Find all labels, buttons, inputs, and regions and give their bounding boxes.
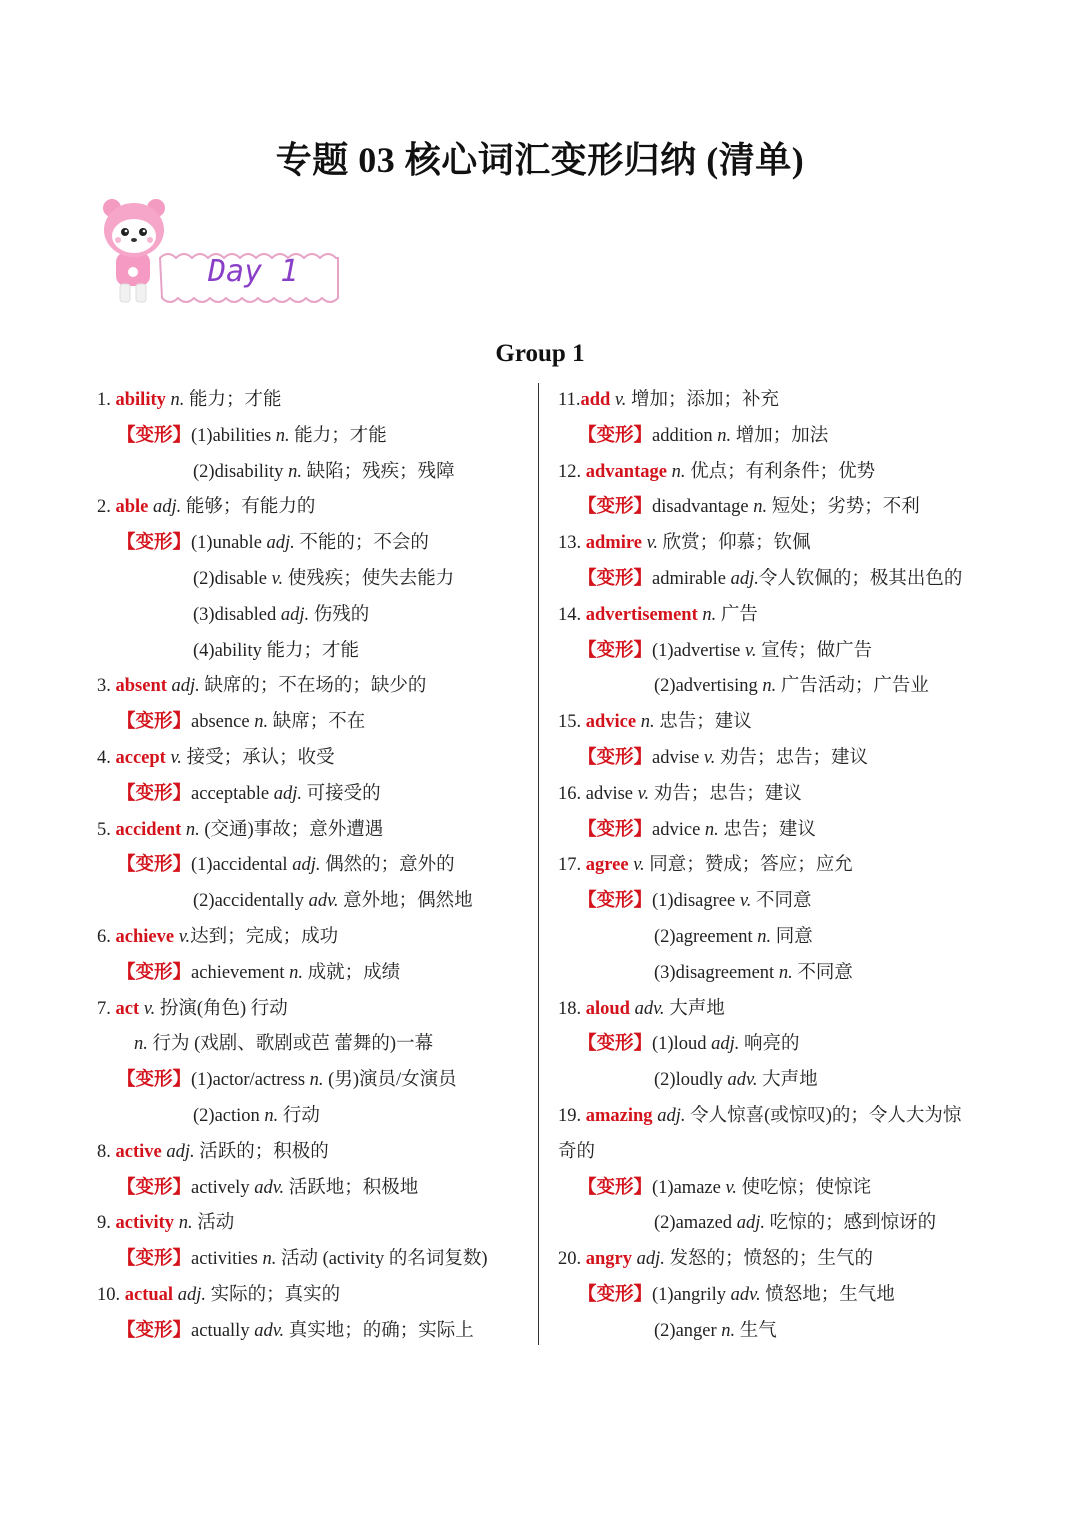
part-of-speech: adj.: [287, 855, 321, 876]
vocab-entry: [97, 669, 527, 705]
part-of-speech: v.: [641, 533, 659, 554]
vocab-entry: [97, 490, 527, 526]
entry-number: 16.: [558, 783, 586, 804]
left-column: [97, 383, 527, 1350]
variant-word: advise: [652, 747, 700, 768]
variant-word: (1)amaze: [652, 1177, 721, 1198]
headword: act: [115, 998, 140, 1019]
entry-number: 1.: [97, 390, 116, 410]
part-of-speech: n.: [249, 712, 269, 733]
variant-word: (2)accidentally: [193, 891, 304, 912]
variant-word: (1)actor/actress: [191, 1070, 306, 1091]
meaning: 能力；才能: [261, 640, 359, 661]
headword: accept: [115, 747, 166, 768]
part-of-speech: adj.: [261, 533, 295, 554]
headword: aloud: [585, 998, 630, 1019]
headword: advise: [585, 783, 634, 804]
headword: absent: [115, 676, 167, 697]
headword: activity: [115, 1213, 175, 1234]
headword: advantage: [585, 461, 667, 482]
vocab-entry: [558, 383, 988, 419]
meaning: 令人钦佩的；极其出色的: [758, 568, 963, 589]
meaning: 劝告；忠告；建议: [715, 747, 869, 768]
variant-word: actually: [191, 1320, 250, 1341]
part-of-speech: v.: [165, 747, 182, 768]
meaning: 活动 (activity 的名词复数): [276, 1249, 488, 1270]
variant-line: [97, 777, 527, 813]
column-divider: [538, 383, 539, 1345]
vocab-entry: [97, 813, 527, 849]
variant-line: [558, 562, 988, 598]
meaning: 实际的；真实的: [205, 1284, 341, 1305]
part-of-speech: v.: [628, 855, 645, 876]
variant-word: (2)anger: [654, 1320, 717, 1341]
part-of-speech: adj.: [725, 568, 759, 589]
part-of-speech: adj.: [652, 1105, 686, 1126]
variant-line: [97, 848, 527, 884]
part-of-speech: n.: [259, 1105, 279, 1126]
vocab-entry: [558, 1242, 988, 1278]
meaning: 活动: [192, 1213, 235, 1234]
meaning: 使吃惊；使惊诧: [736, 1177, 872, 1198]
variant-line: [97, 1242, 527, 1278]
meaning: 广告: [716, 604, 758, 625]
variant-tag: 【变形】: [117, 1177, 192, 1198]
vocab-entry: [97, 1135, 527, 1171]
meaning: 缺陷；残疾；残障: [301, 461, 455, 482]
variant-word: (2)disable: [193, 568, 267, 589]
meaning: 大声地: [757, 1070, 818, 1091]
variant-line: [97, 1314, 527, 1350]
headword: accident: [115, 819, 182, 840]
meaning: 意外地；偶然地: [338, 891, 473, 912]
headword: advice: [585, 712, 637, 733]
variant-line: [97, 884, 527, 920]
meaning: 生气: [735, 1320, 777, 1341]
meaning: 成就；成绩: [303, 962, 401, 983]
part-of-speech: n.: [716, 1320, 736, 1341]
variant-tag: 【变形】: [578, 425, 653, 446]
part-of-speech: n.: [305, 1070, 324, 1091]
variant-tag: 【变形】: [117, 533, 192, 554]
variant-word: disadvantage: [652, 497, 749, 518]
entry-continuation: [558, 1135, 988, 1171]
meaning: 能力；才能: [289, 425, 387, 446]
variant-tag: 【变形】: [578, 640, 653, 661]
vocab-entry: [558, 526, 988, 562]
headword: achieve: [115, 926, 175, 947]
part-of-speech: adj.: [161, 1141, 195, 1162]
variant-word: (3)disagreement: [654, 962, 775, 983]
variant-line: [97, 598, 527, 634]
part-of-speech: v.: [633, 783, 650, 804]
variant-word: (2)agreement: [654, 926, 753, 947]
vocab-entry: [558, 598, 988, 634]
meaning: 可接受的: [301, 783, 381, 804]
variant-word: (2)amazed: [654, 1213, 733, 1234]
part-of-speech: adv.: [629, 998, 665, 1019]
variant-line: [558, 634, 988, 670]
variant-word: (1)disagree: [652, 891, 736, 912]
part-of-speech: n.: [697, 604, 717, 625]
part-of-speech: n.: [165, 390, 185, 410]
part-of-speech: n.: [774, 962, 793, 983]
variant-tag: 【变形】: [578, 1284, 653, 1305]
meaning: 达到；完成；成功: [190, 926, 339, 947]
meaning: 活跃地；积极地: [284, 1177, 419, 1198]
part-of-speech: n.: [284, 962, 303, 983]
part-of-speech: adj.: [632, 1249, 665, 1270]
variant-line: [97, 956, 527, 992]
variant-word: (2)advertising: [654, 676, 758, 697]
entry-number: 17.: [558, 855, 586, 876]
variant-line: [558, 1063, 988, 1099]
vocab-entry: [558, 455, 988, 491]
meaning: 广告活动；广告业: [776, 676, 929, 697]
part-of-speech: adj.: [706, 1034, 740, 1055]
variant-tag: 【变形】: [578, 568, 653, 589]
entry-continuation: [97, 1027, 527, 1063]
meaning: 短处；劣势；不利: [767, 497, 920, 518]
entry-number: 6.: [97, 926, 116, 947]
part-of-speech: n.: [712, 425, 732, 446]
meaning: 同意: [771, 926, 813, 947]
part-of-speech: adv.: [722, 1070, 758, 1091]
meaning: 大声地: [664, 998, 725, 1019]
meaning: 劝告；忠告；建议: [649, 783, 802, 804]
meaning: 响亮的: [739, 1034, 800, 1055]
vocab-entry: [558, 992, 988, 1028]
variant-word: activities: [191, 1249, 258, 1270]
variant-line: [558, 920, 988, 956]
part-of-speech: adv.: [249, 1320, 285, 1341]
headword: add: [580, 390, 611, 410]
entry-number: 2.: [97, 497, 116, 518]
part-of-speech: adv.: [249, 1177, 285, 1198]
vocab-entry: [97, 992, 527, 1028]
headword: angry: [585, 1249, 632, 1270]
variant-tag: 【变形】: [117, 1320, 192, 1341]
vocab-entry: [97, 383, 527, 419]
variant-word: acceptable: [191, 783, 270, 804]
meaning: 接受；承认；收受: [181, 747, 335, 768]
meaning: 忠告；建议: [654, 712, 752, 733]
variant-line: [97, 1171, 527, 1207]
meaning: 行动: [278, 1105, 320, 1126]
meaning: 发怒的；愤怒的；生气的: [664, 1249, 874, 1270]
variant-tag: 【变形】: [117, 1249, 192, 1270]
day-label: Day 1: [208, 254, 299, 289]
variant-word: (3)disabled: [193, 604, 277, 625]
meaning: 忠告；建议: [718, 819, 816, 840]
meaning: 奇的: [558, 1141, 596, 1162]
meaning: 愤怒地；生气地: [760, 1284, 895, 1305]
meaning: 不同意: [792, 962, 853, 983]
part-of-speech: v.: [699, 747, 716, 768]
variant-word: addition: [652, 425, 713, 446]
part-of-speech: adj.: [276, 604, 310, 625]
group-title: Group 1: [495, 340, 585, 367]
meaning: 行为 (戏剧、歌剧或芭 蕾舞的)一幕: [147, 1034, 434, 1055]
meaning: 不能的；不会的: [294, 533, 429, 554]
variant-tag: 【变形】: [117, 425, 192, 446]
part-of-speech: adj.: [269, 783, 302, 804]
meaning: 活跃的；积极的: [194, 1141, 329, 1162]
variant-line: [558, 1278, 988, 1314]
meaning: 伤残的: [309, 604, 370, 625]
entry-number: 13.: [558, 533, 586, 554]
variant-tag: 【变形】: [117, 1070, 192, 1091]
meaning: 真实地；的确；实际上: [284, 1320, 474, 1341]
variant-line: [558, 884, 988, 920]
variant-tag: 【变形】: [117, 962, 192, 983]
part-of-speech: n.: [283, 461, 302, 482]
variant-word: (2)disability: [193, 461, 284, 482]
variant-tag: 【变形】: [578, 1177, 653, 1198]
meaning: 优点；有利条件；优势: [685, 461, 876, 482]
variant-line: [558, 419, 988, 455]
vocab-entry: [97, 741, 527, 777]
variant-tag: 【变形】: [578, 747, 653, 768]
entry-number: 11.: [558, 390, 581, 410]
vocab-entry: [97, 920, 527, 956]
headword: admire: [585, 533, 642, 554]
right-column: [558, 383, 988, 1350]
variant-tag: 【变形】: [578, 497, 653, 518]
headword: ability: [115, 390, 166, 410]
entry-number: 8.: [97, 1141, 116, 1162]
vocab-entry: [558, 777, 988, 813]
part-of-speech: v.: [174, 926, 191, 947]
variant-line: [97, 1063, 527, 1099]
meaning: 宣传；做广告: [756, 640, 873, 661]
variant-line: [558, 956, 988, 992]
variant-word: (1)unable: [191, 533, 262, 554]
meaning: 欣赏；仰慕；钦佩: [658, 533, 811, 554]
variant-line: [558, 1314, 988, 1350]
entry-number: 9.: [97, 1213, 116, 1234]
variant-line: [558, 1027, 988, 1063]
part-of-speech: adj.: [173, 1284, 206, 1305]
meaning: 能力；才能: [184, 390, 282, 410]
headword: able: [115, 497, 149, 518]
variant-tag: 【变形】: [117, 783, 192, 804]
variant-line: [558, 490, 988, 526]
variant-word: actively: [191, 1177, 250, 1198]
meaning: 使残疾；使失去能力: [283, 568, 455, 589]
part-of-speech: n.: [752, 926, 772, 947]
variant-tag: 【变形】: [578, 891, 653, 912]
variant-line: [97, 455, 527, 491]
variant-line: [97, 1099, 527, 1135]
part-of-speech: adj.: [148, 497, 182, 518]
variant-line: [558, 1206, 988, 1242]
part-of-speech: n.: [700, 819, 719, 840]
vocab-entry: [97, 1206, 527, 1242]
variant-word: advice: [652, 819, 701, 840]
part-of-speech: n.: [271, 425, 290, 446]
variant-word: (2)loudly: [654, 1070, 723, 1091]
variant-line: [97, 705, 527, 741]
variant-line: [97, 526, 527, 562]
entry-number: 3.: [97, 676, 116, 697]
part-of-speech: n.: [181, 819, 200, 840]
variant-word: (2)action: [193, 1105, 260, 1126]
headword: active: [115, 1141, 162, 1162]
variant-tag: 【变形】: [117, 712, 192, 733]
meaning: (男)演员/女演员: [323, 1070, 457, 1091]
variant-word: (1)accidental: [191, 855, 288, 876]
meaning: 增加；添加；补充: [626, 390, 780, 410]
variant-tag: 【变形】: [578, 1034, 653, 1055]
part-of-speech: n.: [174, 1213, 193, 1234]
variant-line: [97, 562, 527, 598]
meaning: 偶然的；意外的: [320, 855, 455, 876]
variant-word: (1)advertise: [652, 640, 741, 661]
variant-word: (1)loud: [652, 1034, 707, 1055]
entry-number: 12.: [558, 461, 586, 482]
variant-word: (4)ability: [193, 640, 262, 661]
part-of-speech: v.: [610, 390, 627, 410]
part-of-speech: v.: [735, 891, 752, 912]
vocab-entry: [558, 705, 988, 741]
page-title: 专题 03 核心词汇变形归纳 (清单): [275, 140, 805, 180]
meaning: 同意；赞成；答应；应允: [644, 855, 853, 876]
part-of-speech: n.: [666, 461, 686, 482]
entry-number: 7.: [97, 998, 116, 1019]
entry-number: 5.: [97, 819, 116, 840]
part-of-speech: n.: [748, 497, 768, 518]
entry-number: 20.: [558, 1249, 586, 1270]
entry-number: 19.: [558, 1105, 586, 1126]
variant-line: [97, 634, 527, 670]
variant-word: achievement: [191, 962, 285, 983]
entry-number: 4.: [97, 747, 116, 768]
part-of-speech: v.: [720, 1177, 737, 1198]
part-of-speech: adv.: [303, 891, 339, 912]
meaning: 增加；加法: [731, 425, 829, 446]
meaning: (交通)事故；意外遭遇: [199, 819, 384, 840]
headword: actual: [124, 1284, 174, 1305]
variant-word: (1)angrily: [652, 1284, 726, 1305]
vocab-entry: [97, 1278, 527, 1314]
entry-number: 15.: [558, 712, 586, 733]
part-of-speech: v.: [139, 998, 156, 1019]
meaning: 缺席的；不在场的；缺少的: [199, 676, 427, 697]
entry-number: 18.: [558, 998, 586, 1019]
variant-word: (1)abilities: [191, 425, 272, 446]
variant-word: absence: [191, 712, 250, 733]
headword: advertisement: [585, 604, 698, 625]
part-of-speech: n.: [257, 1249, 277, 1270]
meaning: 缺席；不在: [268, 712, 366, 733]
entry-number: 14.: [558, 604, 586, 625]
part-of-speech: n.: [636, 712, 655, 733]
meaning: 能够；有能力的: [181, 497, 316, 518]
vocab-entry: [558, 1099, 988, 1135]
variant-tag: 【变形】: [578, 819, 653, 840]
meaning: 不同意: [751, 891, 812, 912]
variant-tag: 【变形】: [117, 855, 192, 876]
variant-line: [558, 1171, 988, 1207]
part-of-speech: adv.: [726, 1284, 761, 1305]
entry-number: 10.: [97, 1284, 125, 1305]
part-of-speech: v.: [266, 568, 284, 589]
vocab-entry: [558, 848, 988, 884]
variant-word: admirable: [652, 568, 726, 589]
variant-line: [558, 741, 988, 777]
variant-line: [558, 669, 988, 705]
meaning: 吃惊的；感到惊讶的: [764, 1213, 937, 1234]
meaning: 扮演(角色) 行动: [155, 998, 288, 1019]
variant-line: [97, 419, 527, 455]
headword: agree: [585, 855, 629, 876]
variant-line: [558, 813, 988, 849]
headword: amazing: [585, 1105, 653, 1126]
part-of-speech: adj.: [166, 676, 200, 697]
part-of-speech: n.: [757, 676, 777, 697]
part-of-speech: adj.: [732, 1213, 765, 1234]
bear-day-banner: [100, 196, 350, 308]
meaning: 令人惊喜(或惊叹)的；令人大为惊: [685, 1105, 962, 1126]
part-of-speech: v.: [740, 640, 757, 661]
part-of-speech: n.: [134, 1034, 148, 1055]
